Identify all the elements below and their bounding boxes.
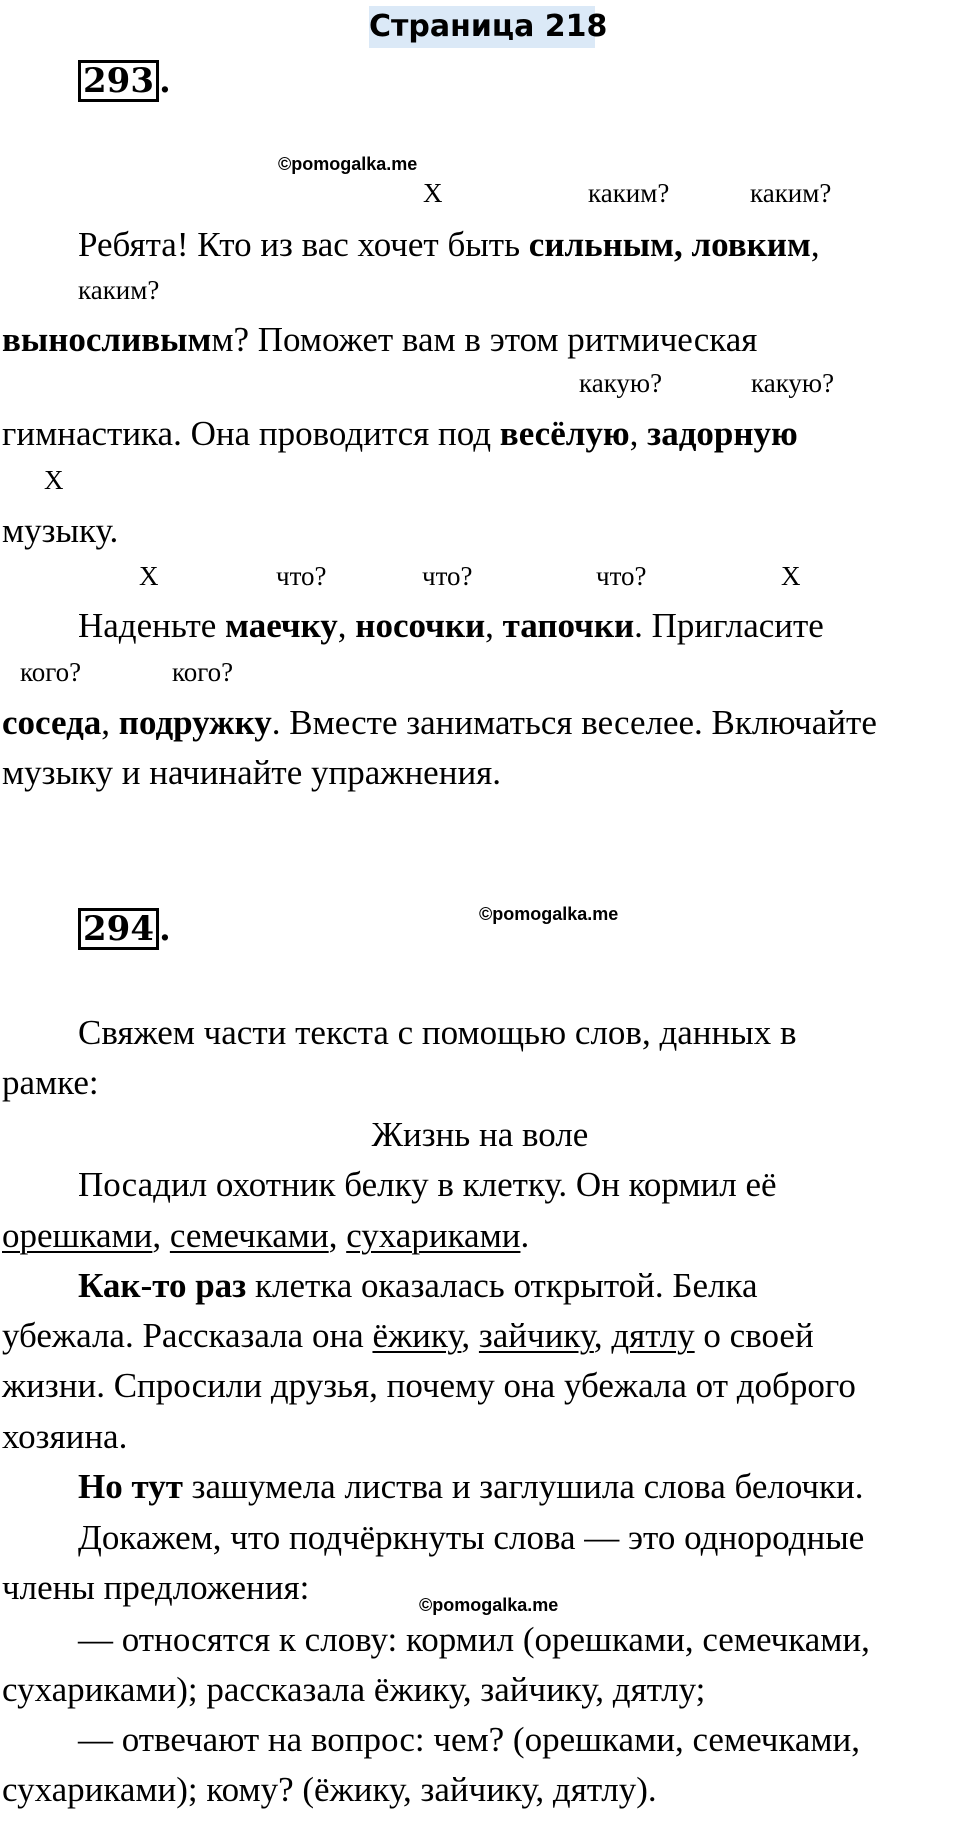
exercise-number-box: 293 (78, 60, 159, 102)
exercise-number-dot: . (158, 909, 171, 949)
exercise-number-294 (78, 908, 171, 950)
text-line: музыку и начинайте упражнения. (2, 753, 502, 792)
question-label: какую? (751, 368, 835, 398)
text-line: сухариками); рассказала ёжику, зайчику, дятлу; (2, 1670, 706, 1709)
question-mark-x: Х (423, 178, 443, 208)
text-line: соседа, подружку. Вместе заниматься веселее. Включайте (2, 703, 877, 742)
text-line: выносливымм? Поможет вам в этом ритмическая (2, 320, 758, 359)
page-title: Страница 218 (369, 6, 595, 48)
story-title: Жизнь на воле (371, 1115, 589, 1154)
text-line: рамке: (2, 1063, 99, 1102)
text-line: члены предложения: (2, 1568, 310, 1607)
text-line: Но тут зашумела листва и заглушила слова белочки. (78, 1467, 864, 1506)
question-label: кого? (20, 657, 82, 687)
text-line: орешками, семечками, сухариками. (2, 1216, 530, 1255)
text-line: — относятся к слову: кормил (орешками, семечками, (78, 1620, 870, 1659)
watermark: ©pomogalka.me (278, 154, 418, 174)
text-line: жизни. Спросили друзья, почему она убежала от доброго (2, 1366, 856, 1405)
watermark: ©pomogalka.me (479, 904, 619, 924)
text-line: — отвечают на вопрос: чем? (орешками, семечками, (78, 1720, 860, 1759)
question-label: каким? (588, 178, 670, 208)
question-mark-x: Х (781, 561, 801, 591)
question-label: кого? (172, 657, 234, 687)
text-line: Ребята! Кто из вас хочет быть сильным, ловким, (78, 225, 820, 264)
text-line: Посадил охотник белку в клетку. Он кормил её (78, 1165, 777, 1204)
text-line: Как-то раз клетка оказалась открытой. Белка (78, 1266, 758, 1305)
text-line: хозяина. (2, 1417, 128, 1456)
question-label: что? (276, 561, 327, 591)
question-mark-x: Х (44, 465, 64, 495)
text-line: убежала. Рассказала она ёжику, зайчику, дятлу о своей (2, 1316, 814, 1355)
exercise-number-box: 294 (78, 908, 159, 950)
text-line: Наденьте маечку, носочки, тапочки. Пригласите (78, 606, 824, 645)
exercise-number-293 (78, 60, 171, 102)
exercise-number-dot: . (158, 61, 171, 101)
question-mark-x: Х (139, 561, 159, 591)
text-line: Свяжем части текста с помощью слов, данных в (78, 1013, 797, 1052)
question-label: что? (596, 561, 647, 591)
question-label: каким? (750, 178, 832, 208)
text-line: сухариками); кому? (ёжику, зайчику, дятлу). (2, 1770, 657, 1809)
question-label: что? (422, 561, 473, 591)
text-line: музыку. (2, 511, 119, 550)
text-line: Докажем, что подчёркнуты слова — это однородные (78, 1518, 865, 1557)
question-label: каким? (78, 275, 160, 305)
question-label: какую? (579, 368, 663, 398)
watermark: ©pomogalka.me (419, 1595, 559, 1615)
text-line: гимнастика. Она проводится под весёлую, задорную (2, 414, 798, 453)
